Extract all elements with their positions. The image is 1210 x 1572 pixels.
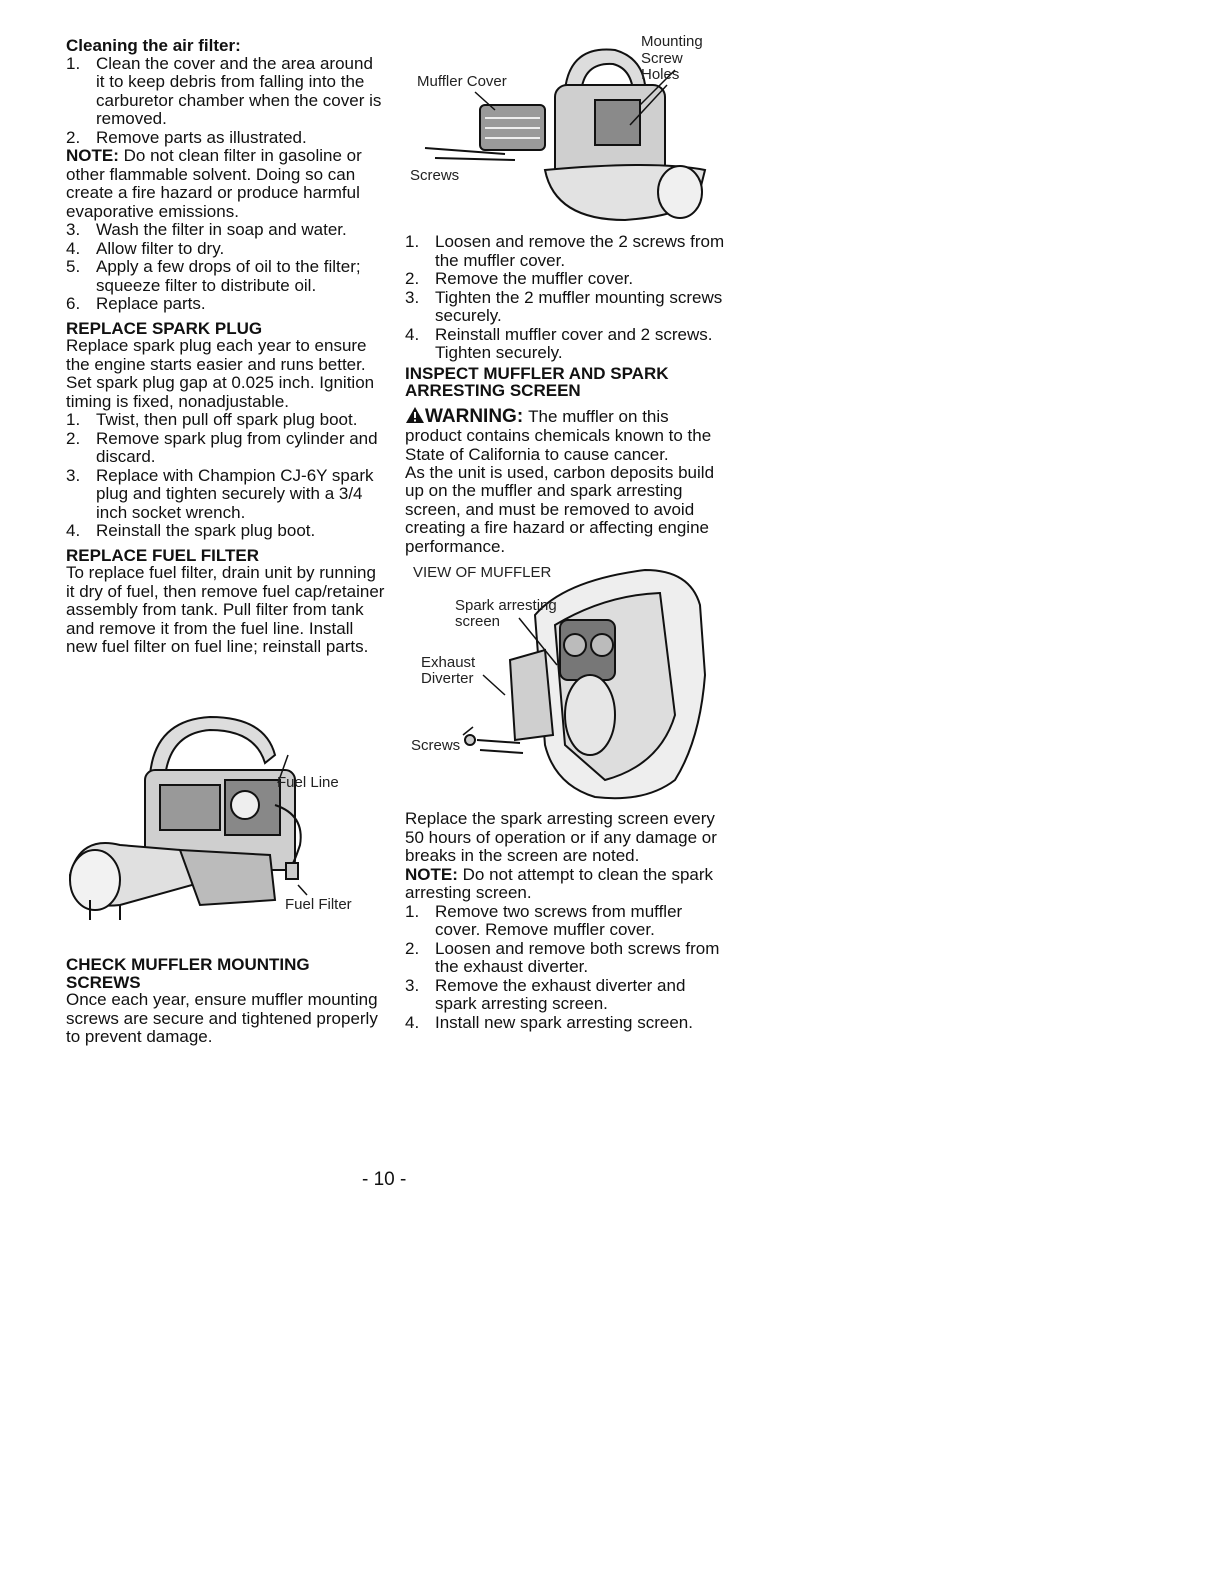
list-item — [66, 467, 386, 523]
inspect-text: As the unit is used, carbon deposits build up on the muffler and spark arresting screen, and must be removed to avoid creating a fire hazard or affecting engine performance. — [405, 462, 715, 556]
list-item-text: Twist, then pull off spark plug boot. — [96, 410, 358, 429]
muffler-view-illustration — [405, 565, 725, 805]
note-label: NOTE: — [66, 146, 119, 165]
list-item-number: 2. — [405, 269, 420, 288]
note-text: Do not attempt to clean the spark arresting screen. — [405, 864, 714, 902]
list-item — [66, 258, 386, 295]
list-item-number: 4. — [66, 521, 81, 540]
list-item-text: Remove two screws from muffler cover. Remove muffler cover. — [435, 901, 683, 939]
spark-screen-section — [405, 810, 725, 1032]
screen-steps — [405, 903, 725, 1033]
list-item-number: 2. — [66, 127, 81, 147]
note-text: Do not clean filter in gasoline or other flammable solvent. Doing so can create a fire hazard or produce harmful evaporative emissions. — [66, 146, 362, 221]
mounting-screw-holes-label: Mounting Screw Holes — [641, 33, 703, 83]
list-item-number: 3. — [405, 287, 420, 307]
check-muffler-section — [66, 956, 386, 1047]
muffler-cover-illustration — [405, 30, 725, 230]
right-column — [405, 233, 725, 556]
warning-icon — [405, 406, 425, 424]
left-column — [66, 37, 386, 657]
muffler-cover-steps — [405, 233, 725, 363]
list-item-number: 3. — [66, 465, 81, 485]
warning-label: WARNING: — [425, 405, 524, 427]
list-item-text: Reinstall the spark plug boot. — [96, 521, 316, 540]
list-item-number: 6. — [66, 294, 81, 313]
air-filter-note — [66, 147, 386, 221]
list-item — [405, 233, 725, 270]
list-item-text: Allow filter to dry. — [96, 238, 225, 258]
list-item-text: Remove the muffler cover. — [435, 269, 634, 288]
list-item-number: 1. — [66, 53, 81, 73]
list-item — [405, 977, 725, 1014]
note-label: NOTE: — [405, 864, 458, 884]
spark-plug-heading: REPLACE SPARK PLUG — [66, 318, 263, 338]
page-number: - 10 - — [362, 1169, 407, 1190]
check-muffler-text: Once each year, ensure muffler mounting screws are secure and tightened properly to prevent damage. — [66, 990, 378, 1046]
fuel-filter-illustration — [60, 715, 370, 925]
list-item — [66, 430, 386, 467]
list-item — [66, 221, 386, 240]
replace-screen-text: Replace the spark arresting screen every 50 hours of operation or if any damage or breaks in the screen are noted. — [405, 809, 717, 865]
list-item-text: Reinstall muffler cover and 2 screws. Tighten securely. — [435, 324, 713, 362]
list-item-text: Replace with Champion CJ-6Y spark plug and tighten securely with a 3/4 inch socket wrench. — [96, 465, 374, 522]
list-item-number: 1. — [405, 232, 420, 251]
air-filter-steps-b — [66, 221, 386, 314]
list-item-text: Loosen and remove the 2 screws from the muffler cover. — [435, 232, 725, 270]
spark-plug-steps — [66, 411, 386, 541]
list-item-number: 3. — [66, 220, 81, 239]
air-filter-heading: Cleaning the air filter: — [66, 36, 241, 55]
list-item — [66, 55, 386, 129]
list-item-number: 3. — [405, 975, 420, 995]
exhaust-diverter-label: Exhaust Diverter — [421, 654, 476, 687]
list-item-number: 4. — [405, 1012, 420, 1032]
list-item-text: Remove the exhaust diverter and spark arresting screen. — [435, 975, 686, 1013]
list-item-text: Wash the filter in soap and water. — [96, 220, 347, 239]
view-of-muffler-label: VIEW OF MUFFLER — [413, 564, 552, 581]
list-item — [66, 522, 386, 541]
fuel-line-label: Fuel Line — [277, 774, 339, 791]
list-item — [405, 903, 725, 940]
list-item-number: 1. — [405, 901, 420, 921]
fuel-filter-label: Fuel Filter — [285, 896, 352, 913]
screws-label: Screws — [411, 737, 461, 754]
list-item — [405, 289, 725, 326]
list-item — [66, 411, 386, 430]
list-item-number: 2. — [66, 428, 81, 448]
list-item — [405, 1014, 725, 1033]
fuel-filter-text: To replace fuel filter, drain unit by running it dry of fuel, then remove fuel cap/retainer assembly from tank. Pull filter from tank and remove it from the fuel line. Install new fuel filter on fuel line; reinstall parts. — [66, 563, 385, 656]
check-muffler-heading: CHECK MUFFLER MOUNTING SCREWS — [66, 955, 310, 992]
fuel-filter-heading: REPLACE FUEL FILTER — [66, 545, 259, 565]
list-item — [405, 270, 725, 289]
muffler-cover-label: Muffler Cover — [417, 73, 507, 90]
spark-plug-intro: Replace spark plug each year to ensure the engine starts easier and runs better. Set spark plug gap at 0.025 inch. Ignition timing is fixed, nonadjustable. — [66, 336, 375, 411]
list-item-number: 4. — [66, 238, 81, 258]
list-item — [66, 129, 386, 148]
screen-note — [405, 866, 725, 903]
list-item — [405, 326, 725, 363]
list-item-number: 4. — [405, 324, 420, 344]
list-item — [405, 940, 725, 977]
list-item-text: Clean the cover and the area around it to keep debris from falling into the carburetor chamber when the cover is removed. — [96, 53, 382, 128]
list-item-number: 5. — [66, 257, 81, 276]
list-item-text: Install new spark arresting screen. — [435, 1012, 693, 1032]
screws-label: Screws — [410, 167, 460, 184]
air-filter-steps-a — [66, 55, 386, 148]
spark-arresting-screen-label: Spark arresting screen — [455, 597, 557, 630]
warning-text: The muffler on this product contains chemicals known to the State of California to cause cancer. — [405, 406, 712, 464]
list-item-text: Tighten the 2 muffler mounting screws securely. — [435, 287, 723, 325]
list-item-text: Replace parts. — [96, 294, 206, 313]
warning-paragraph — [405, 406, 725, 464]
list-item-text: Remove parts as illustrated. — [96, 127, 307, 147]
list-item-text: Loosen and remove both screws from the exhaust diverter. — [435, 938, 720, 976]
list-item-number: 2. — [405, 938, 420, 958]
list-item-number: 1. — [66, 410, 81, 429]
blower-engine-drawing — [60, 715, 370, 925]
list-item — [66, 240, 386, 259]
list-item-text: Apply a few drops of oil to the filter; squeeze filter to distribute oil. — [96, 257, 361, 295]
list-item-text: Remove spark plug from cylinder and discard. — [96, 428, 378, 466]
list-item — [66, 295, 386, 314]
inspect-muffler-heading: INSPECT MUFFLER AND SPARK ARRESTING SCREEN — [405, 363, 669, 400]
